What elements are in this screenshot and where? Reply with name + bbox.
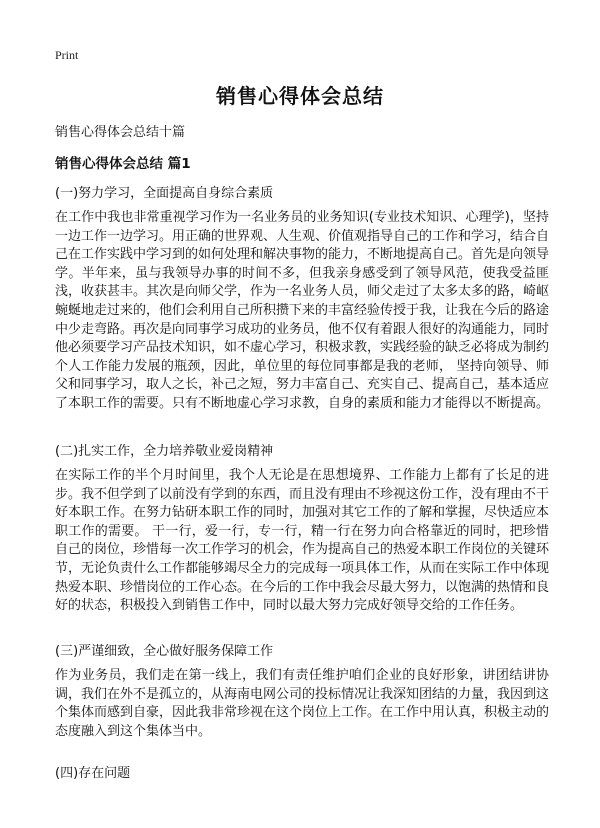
paragraph-2: 在实际工作的半个月时间里，我个人无论是在思想境界、工作能力上都有了长足的进步。我不但学到了以前没有学到的东西，而且没有理由不珍视这份工作，没有理由不干好本职工作。在努力钻研本职工作的同时，加强对其它工作的了解和掌握，尽快适应本职工作的需要。 干一行，爱一行，专一行，精一行在努力向合格靠近的同时，把珍惜自己的岗位，珍惜每一次工作学习的机会，作为提高自己的热爱本职工作岗位的关键环节，无论负责什么工作都能够竭尽全力的完成每一项具体工作，从而在实际工作中体现热爱本职、珍惜岗位的工作心态。在今后的工作中我会尽最大努力，以饱满的热情和良好的状态，积极投入到销售工作中，同时以最大努力完成好领导交给的工作任务。 [55,468,550,614]
paragraph-1: 在工作中我也非常重视学习作为一名业务员的业务知识(专业技术知识、心理学)，坚持一边工作一边学习。用正确的世界观、人生观、价值观指导自己的工作和学习，结合自己在工作实践中学习到的如何处理和解决事物的能力，不断地提高自己。首先是向领导学。半年来，虽与我领导办事的时间不多，但我亲身感受到了领导风范，使我受益匪浅，收获甚丰。其次是向师父学，作为一名业务人员，师父走过了太多太多的路，崎岖蜿蜒地走过来的，他们会利用自己所积攒下来的丰富经验传授于我，让我在今后的路途中少走弯路。再次是向同事学习成功的业务员，他不仅有着跟人很好的沟通能力，同时他必须要学习产品技术知识，如不虚心学习，积极求教，实践经验的缺乏必将成为制约个人工作能力发展的瓶颈，因此，单位里的每位同事都是我的老师， 坚持向领导、师父和同事学习，取人之长，补己之短，努力丰富自己、充实自己、提高自己，基本适应了本职工作的需要。只有不断地虚心学习求教，自身的素质和能力才能得以不断提高。 [55,210,550,411]
sub-heading-4: (四)存在问题 [55,766,131,781]
section-heading: 销售心得体会总结 篇1 [55,156,191,172]
sub-heading-3: (三)严谨细致，全心做好服务保障工作 [55,644,274,659]
print-label: Print [55,48,79,62]
document-title: 销售心得体会总结 [216,84,384,108]
sub-heading-2: (二)扎实工作，全力培养敬业爱岗精神 [55,444,274,459]
paragraph-3: 作为业务员，我们走在第一线上，我们有责任维护咱们企业的良好形象，讲团结讲协调，我们在外不是孤立的，从海南电网公司的投标情况让我深知团结的力量，我因到这个集体而感到自豪，因此我非常珍视在这个岗位上工作。在工作中用认真，积极主动的态度融入到这个集体当中。 [55,668,550,739]
document-subtitle: 销售心得体会总结十篇 [55,125,186,140]
sub-heading-1: (一)努力学习，全面提高自身综合素质 [55,186,274,201]
